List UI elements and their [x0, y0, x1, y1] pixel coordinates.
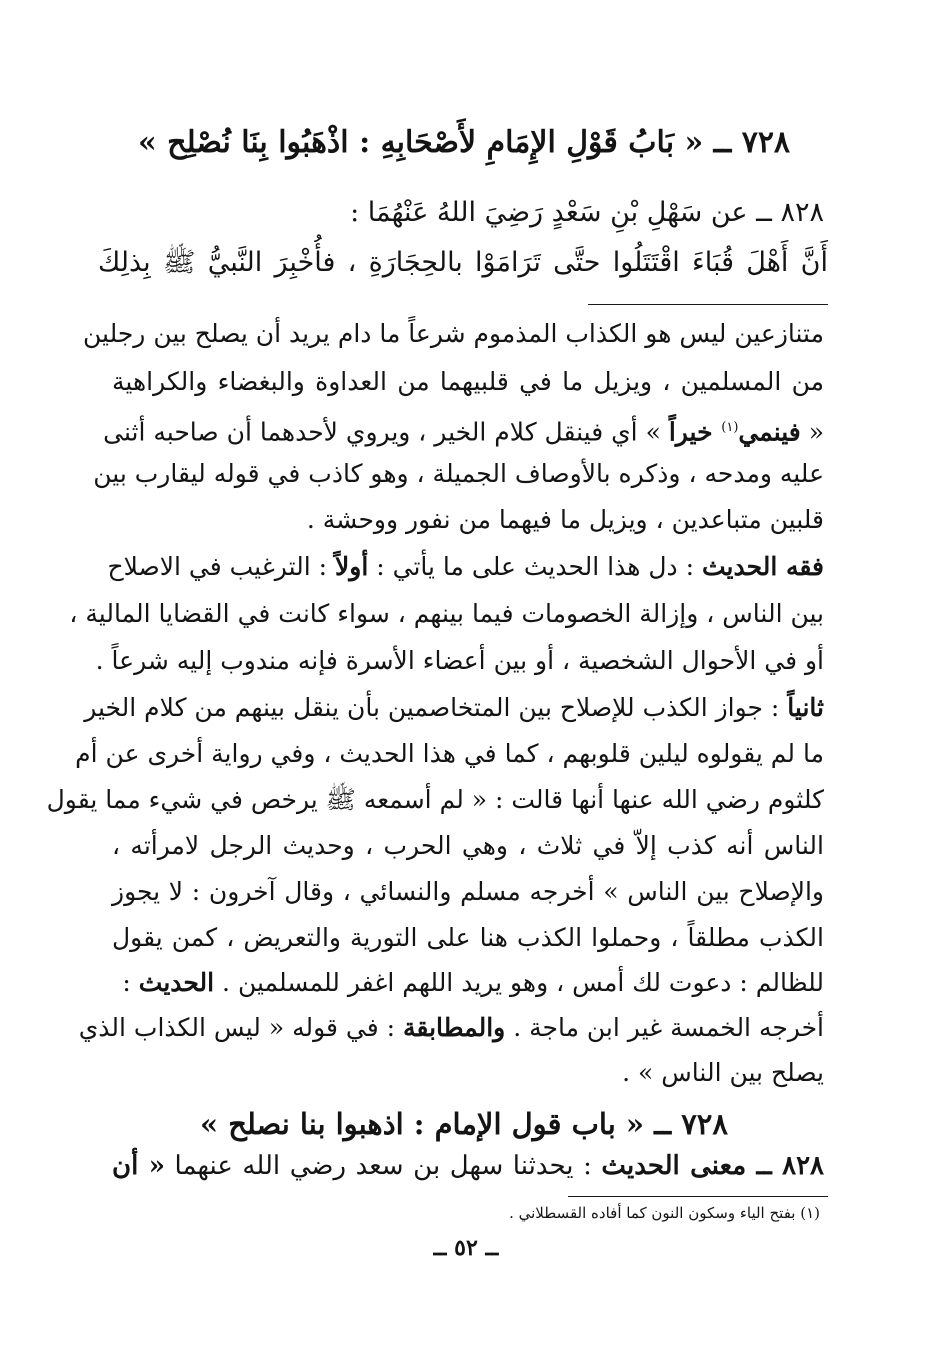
hadith-text: أَنَّ أَهْلَ قُبَاءَ اقْتَتَلُوا حتَّى تَرَامَوْا بالحِجَارَةِ ، فأُخْبِرَ النَّبيُّ ﷺ بِذلِكَ	[98, 247, 828, 278]
commentary-line: أخرجه الخمسة غير ابن ماجة . والمطابقة : في قوله « ليس الكذاب الذي	[78, 1013, 824, 1042]
commentary-line: ما لم يقولوه ليلين قلوبهم ، كما في هذا الحديث ، وفي رواية أخرى عن أم	[75, 739, 824, 768]
footnote-marker: (١)	[721, 420, 739, 435]
commentary-line: أو في الأحوال الشخصية ، أو بين أعضاء الأسرة فإنه مندوب إليه شرعاً .	[95, 646, 824, 675]
summary-heading: ٧٢٨ ــ « باب قول الإمام : اذهبوا بنا نصلح »	[200, 1107, 728, 1141]
bold-term: والمطابقة	[403, 1013, 506, 1042]
summary-line: ٨٢٨ ــ معنى الحديث : يحدثنا سهل بن سعد رضي الله عنهما « أن	[112, 1151, 825, 1181]
hadith-intro: ٨٢٨ ــ عن سَهْلِ بْنِ سَعْدٍ رَضِيَ اللهُ عَنْهُمَا :	[350, 197, 824, 228]
bold-term: فينمي	[738, 417, 801, 447]
bold-term: « أن	[112, 1151, 165, 1181]
page-number: ــ ٥٢ ــ	[433, 1235, 499, 1261]
footnote: (١) بفتح الياء وسكون النون كما أفاده القسطلاني .	[509, 1204, 820, 1222]
commentary-line: بين الناس ، وإزالة الخصومات فيما بينهم ، سواء كانت في القضايا المالية ،	[69, 599, 824, 628]
commentary-line: يصلح بين الناس » .	[622, 1058, 824, 1087]
bold-term: فقه الحديث	[701, 552, 824, 581]
commentary-line: ثانياً : جواز الكذب للإصلاح بين المتخاصمين بأن ينقل بينهم من كلام الخير	[84, 693, 824, 722]
bold-term: الحديث	[138, 968, 215, 997]
commentary-line: والإصلاح بين الناس » أخرجه مسلم والنسائي ، وقال آخرون : لا يجوز	[112, 877, 824, 906]
commentary-line: « فينمي$^{(١)}$ خيراً » أي فينقل كلام الخير ، ويروي لأحدهما أن صاحبه أثنى	[103, 417, 824, 447]
commentary-line: متنازعين ليس هو الكذاب المذموم شرعاً ما دام يريد أن يصلح بين رجلين	[83, 319, 824, 348]
commentary-line: للظالم : دعوت لك أمس ، وهو يريد اللهم اغفر للمسلمين . الحديث :	[122, 968, 824, 997]
bold-term: ٨٢٨ ــ معنى الحديث	[601, 1151, 825, 1181]
commentary-line: قلبين متباعدين ، ويزيل ما فيهما من نفور ووحشة .	[306, 505, 824, 534]
bold-term: ثانياً	[787, 693, 824, 722]
commentary-line: كلثوم رضي الله عنها أنها قالت : « لم أسمعه ﷺ يرخص في شيء مما يقول	[46, 785, 824, 814]
commentary-line: الكذب مطلقاً ، وحملوا الكذب هنا على التورية والتعريض ، كمن يقول	[112, 923, 824, 952]
commentary-line: من المسلمين ، ويزيل ما في قلبيهما من العداوة والبغضاء والكراهية	[112, 367, 824, 396]
commentary-line: الناس أنه كذب إلاّ في ثلاث ، وهي الحرب ، وحديث الرجل لامرأته ،	[112, 831, 824, 860]
commentary-line: عليه ومدحه ، وذكره بالأوصاف الجميلة ، وهو كاذب في قوله ليقارب بين	[93, 459, 824, 488]
text-separator	[588, 304, 828, 305]
bold-term: خيراً	[668, 417, 722, 447]
bold-term: أولاً	[335, 552, 369, 581]
commentary-line: فقه الحديث : دل هذا الحديث على ما يأتي : أولاً : الترغيب في الاصلاح	[107, 552, 824, 581]
chapter-heading: ٧٢٨ ــ « بَابُ قَوْلِ الإِمَامِ لأَصْحَابِهِ : اذْهَبُوا بِنَا نُصْلِح »	[137, 125, 791, 160]
